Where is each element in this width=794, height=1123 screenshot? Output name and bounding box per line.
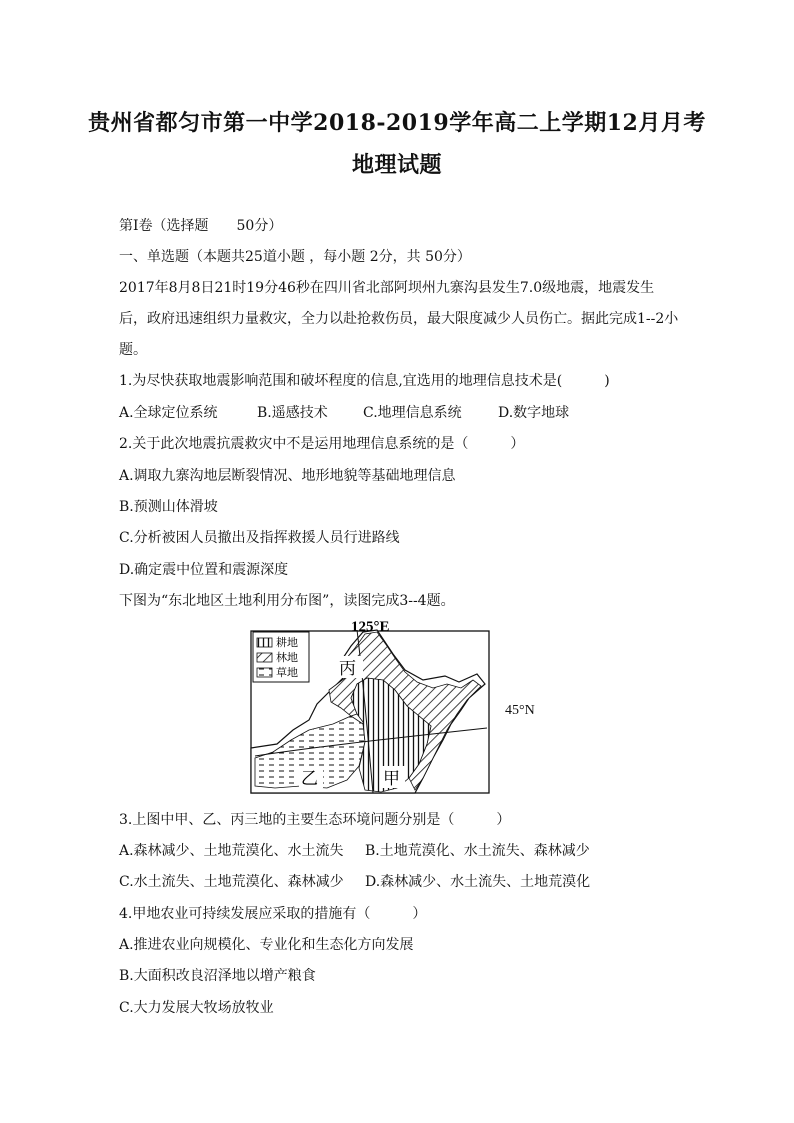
q4-option-a: A.推进农业向规模化、专业化和生态化方向发展: [119, 937, 414, 953]
question-2-stem: 2.关于此次地震抗震救灾中不是运用地理信息系统的是（ ）: [119, 436, 525, 452]
map-intro: 下图为“东北地区土地利用分布图”，读图完成3--4题。: [119, 593, 455, 609]
latitude-label: 45°N: [505, 703, 535, 718]
q1-option-c: C.地理信息系统: [363, 405, 462, 421]
q2-option-c: C.分析被困人员撤出及指挥救援人员行进路线: [119, 530, 400, 546]
region-label-jia: 甲: [383, 769, 400, 789]
page-title: 贵州省都匀市第一中学2018-2019学年高二上学期12月月考: [88, 110, 706, 136]
q4-option-c: C.大力发展大牧场放牧业: [119, 1000, 274, 1016]
question-3-stem: 3.上图中甲、乙、丙三地的主要生态环境问题分别是（ ）: [119, 812, 511, 828]
region-label-yi: 乙: [301, 769, 318, 789]
q3-option-c: C.水土流失、土地荒漠化、森林减少: [119, 874, 344, 890]
legend-swatch-cropland: [257, 638, 272, 647]
question-1-options: [119, 403, 569, 423]
q1-option-d: D.数字地球: [498, 405, 570, 421]
intro-passage: 2017年8月8日21时19分46秒在四川省北部阿坝州九寨沟县发生7.0级地震，地震发生后，政府迅速组织力量救灾，全力以赴抢救伤员，最大限度减少人员伤亡。据此完成1--2小题。: [119, 280, 679, 358]
legend-label-forest: 林地: [276, 651, 298, 664]
legend-label-grassland: 草地: [276, 666, 298, 679]
question-3-options-row-2: [119, 872, 590, 892]
legend-label-cropland: 耕地: [276, 636, 298, 649]
region-label-bing: 丙: [339, 659, 356, 679]
q1-option-b: B.遥感技术: [257, 405, 328, 421]
land-use-map: [247, 618, 535, 802]
q1-option-a: A.全球定位系统: [119, 405, 218, 421]
q2-option-d: D.确定震中位置和震源深度: [119, 562, 289, 578]
q3-option-b: B.土地荒漠化、水土流失、森林减少: [365, 843, 590, 859]
question-1-stem: 1.为尽快获取地震影响范围和破坏程度的信息,宜选用的地理信息技术是( ): [119, 373, 610, 389]
section-header: 第Ⅰ卷（选择题 50分）: [119, 218, 283, 234]
legend-swatch-forest: [257, 653, 272, 662]
q4-option-b: B.大面积改良沼泽地以增产粮食: [119, 968, 316, 984]
question-4-stem: 4.甲地农业可持续发展应采取的措施有（ ）: [119, 906, 427, 922]
page-subtitle: 地理试题: [351, 152, 442, 178]
q3-option-d: D.森林减少、水土流失、土地荒漠化: [365, 874, 591, 890]
longitude-label: 125°E: [351, 619, 390, 635]
land-use-map-svg: [247, 618, 497, 798]
legend-swatch-grassland: [257, 668, 272, 677]
q2-option-b: B.预测山体滑坡: [119, 499, 218, 515]
part-header: 一、单选题（本题共25道小题 ，每小题 2分，共 50分）: [119, 249, 471, 265]
q2-option-a: A.调取九寨沟地层断裂情况、地形地貌等基础地理信息: [119, 468, 456, 484]
question-3-options-row-1: [119, 841, 590, 861]
q3-option-a: A.森林减少、土地荒漠化、水土流失: [119, 843, 344, 859]
